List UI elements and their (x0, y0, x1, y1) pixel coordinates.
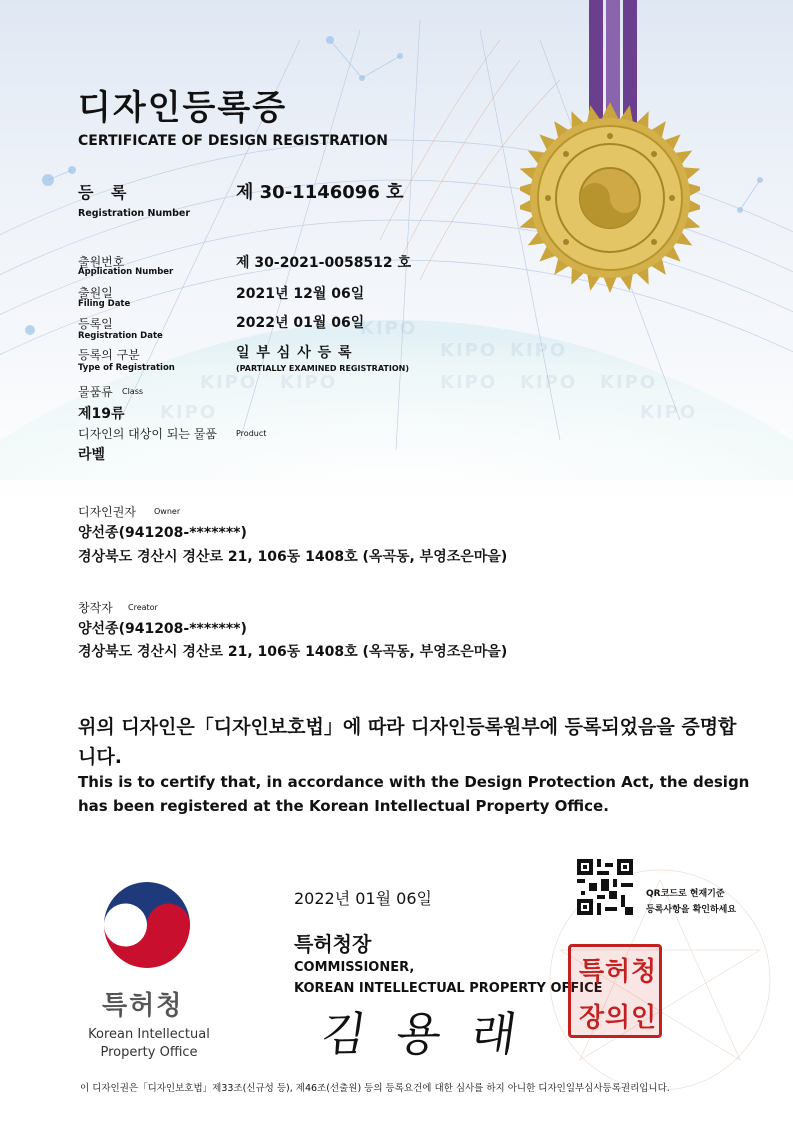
product-label: 디자인의 대상이 되는 물품 (78, 427, 217, 441)
logo-english-2: Property Office (100, 1045, 198, 1060)
watermark: KIPO (280, 372, 338, 393)
watermark: KIPO (520, 372, 578, 393)
creator-name: 양선종(941208-*******) (78, 621, 247, 637)
logo-english-1: Korean Intellectual (88, 1027, 210, 1042)
certification-english: This is to certify that, in accordance with the Design Protection Act, the design has been registered at the Korean Intellectual Property Office. (78, 773, 750, 815)
watermark: KIPO (440, 372, 498, 393)
commissioner-english-2: KOREAN INTELLECTUAL PROPERTY OFFICE (294, 981, 603, 996)
owner-label: 디자인권자 (78, 505, 136, 519)
kipo-logo-icon (100, 878, 194, 972)
filing-date: 2021년 12월 06일 (236, 286, 365, 302)
qr-note-1: QR코드로 현재기준 (646, 889, 725, 899)
owner-label-en: Owner (154, 507, 181, 516)
seal-char: 인 (631, 1003, 657, 1033)
page-subtitle: CERTIFICATE OF DESIGN REGISTRATION (78, 133, 389, 149)
commissioner-english-1: COMMISSIONER, (294, 960, 415, 975)
commissioner-korean: 특허청장 (294, 932, 372, 956)
field-label-en: Filing Date (78, 299, 131, 309)
watermark: KIPO (200, 372, 258, 393)
creator-label-en: Creator (128, 603, 158, 612)
footer-note: 이 디자인권은「디자인보호법」제33조(신규성 등), 제46조(선출원) 등의 등록요건에 대한 심사를 하지 아니한 디자인일부심사등록권리입니다. (80, 1083, 670, 1094)
signature: 김 용 래 (317, 1007, 528, 1061)
registration-label-en: Registration Number (78, 208, 191, 219)
registration-label: 등 록 (78, 183, 133, 202)
registration-type-en: (PARTIALLY EXAMINED REGISTRATION) (236, 364, 409, 373)
certification-korean: 위의 디자인은「디자인보호법」에 따라 디자인등록원부에 등록되었음을 증명합니다. (78, 716, 737, 768)
field-label: 출원일 (78, 286, 113, 300)
official-seal (568, 944, 662, 1038)
field-label-en: Registration Date (78, 331, 163, 341)
issue-date: 2022년 01월 06일 (294, 889, 432, 908)
seal-char: 의 (605, 1003, 631, 1033)
logo-korean: 특허청 (102, 991, 184, 1021)
registration-type: 일 부 심 사 등 록 (236, 345, 353, 361)
registration-date: 2022년 01월 06일 (236, 315, 365, 331)
field-label: 등록일 (78, 317, 113, 331)
seal-char: 특 (579, 957, 605, 987)
class-label: 물품류 (78, 385, 113, 399)
owner-address: 경상북도 경산시 경산로 21, 106동 1408호 (옥곡동, 부영조은마을) (78, 549, 508, 565)
watermark: KIPO (640, 402, 698, 423)
watermark: KIPO (600, 372, 658, 393)
watermark: KIPO (510, 340, 568, 361)
class-label-en: Class (122, 387, 144, 396)
qr-note-2: 등록사항을 확인하세요 (646, 905, 737, 915)
seal-char: 허 (605, 957, 631, 987)
creator-label: 창작자 (78, 601, 113, 615)
qr-code-icon (577, 859, 633, 915)
product-label-en: Product (236, 429, 267, 438)
page-title: 디자인등록증 (78, 88, 288, 128)
watermark: KIPO (160, 402, 218, 423)
field-label: 등록의 구분 (78, 348, 140, 362)
field-label-en: Application Number (78, 267, 174, 277)
field-label: 출원번호 (78, 255, 125, 269)
product-value: 라벨 (78, 447, 106, 463)
watermark: KIPO (360, 318, 418, 339)
field-label-en: Type of Registration (78, 363, 175, 373)
gold-seal-icon (520, 100, 700, 300)
class-value: 제19류 (78, 406, 125, 422)
creator-address: 경상북도 경산시 경산로 21, 106동 1408호 (옥곡동, 부영조은마을) (78, 644, 508, 660)
owner-name: 양선종(941208-*******) (78, 525, 247, 541)
seal-char: 장 (579, 1003, 605, 1033)
seal-char: 청 (631, 957, 657, 987)
registration-number: 제 30-1146096 호 (236, 182, 404, 203)
application-number: 제 30-2021-0058512 호 (236, 255, 412, 271)
watermark: KIPO (440, 340, 498, 361)
